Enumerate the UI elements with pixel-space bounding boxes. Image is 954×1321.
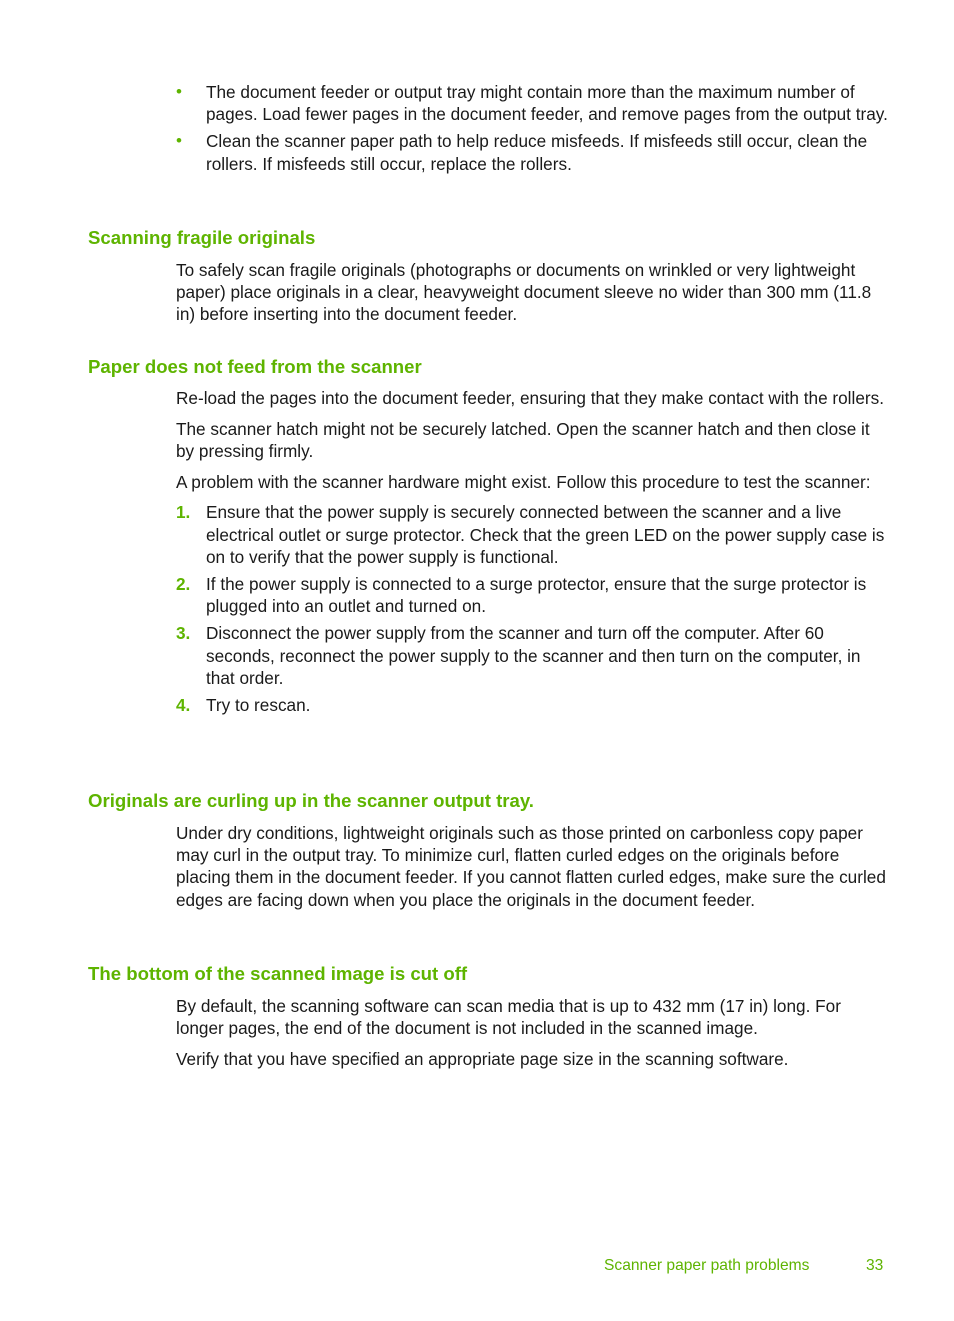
step-item [176,622,888,689]
step-number: 2. [176,573,191,594]
heading-paper-does-not-feed: Paper does not feed from the scanner [88,356,422,377]
step-item [176,694,888,716]
bullet-item [176,130,888,174]
paragraph: To safely scan fragile originals (photographs or documents on wrinkled or very lightweight paper) place originals in a clear, heavyweight document sleeve no wider than 300 mm (11.8 in) before inserting into the document feeder. [176,260,872,325]
bullet-icon: • [176,131,182,151]
heading-bottom-cut-off: The bottom of the scanned image is cut off [88,963,468,984]
step-number: 4. [176,694,191,715]
paragraph: A problem with the scanner hardware might exist. Follow this procedure to test the scanner: [176,471,871,492]
paragraph: Verify that you have specified an appropriate page size in the scanning software. [176,1048,789,1069]
footer-page-number: 33 [866,1257,884,1274]
bullet-icon: • [176,82,182,101]
section-curling-body [176,822,888,919]
paragraph: Re-load the pages into the document feeder, ensuring that they make contact with the rollers. [176,388,884,408]
step-text: Ensure that the power supply is securely connected between the scanner and a live electrical outlet or surge protector. Check that the green LED on the power supply case is on to verify that the power supply is functional. [206,502,885,567]
footer-section-title: Scanner paper path problems [604,1257,810,1274]
paragraph: The scanner hatch might not be securely latched. Open the scanner hatch and then close it by pressing firmly. [176,418,870,461]
section-no-feed-body [176,387,888,721]
heading-scanning-fragile-originals: Scanning fragile originals [88,227,316,248]
step-text: Try to rescan. [206,694,311,715]
section-fragile-body [176,259,888,334]
bullet-item [176,81,888,125]
step-item [176,501,888,568]
section-cut-off-body [176,995,888,1079]
step-number: 1. [176,502,191,523]
bullet-text: Clean the scanner paper path to help reduce misfeeds. If misfeeds still occur, clean the rollers. If misfeeds still occur, replace the rollers. [206,131,868,174]
paragraph: By default, the scanning software can scan media that is up to 432 mm (17 in) long. For longer pages, the end of the document is not included in the scanned image. [176,996,841,1039]
step-item [176,573,888,617]
numbered-steps [176,501,888,716]
heading-originals-curling: Originals are curling up in the scanner output tray. [88,790,534,811]
bullet-text: The document feeder or output tray might contain more than the maximum number of pages. Load fewer pages in the document feeder, and remove pages from the output tray. [206,82,888,125]
paragraph: Under dry conditions, lightweight originals such as those printed on carbonless copy paper may curl in the output tray. To minimize curl, flatten curled edges on the originals before placing them in the document feeder. If you cannot flatten curled edges, make sure the curled edges are facing down when you place the originals in the document feeder. [176,823,886,910]
step-text: Disconnect the power supply from the scanner and turn off the computer. After 60 seconds, reconnect the power supply to the scanner and then turn on the computer, in that order. [206,623,861,688]
bullet-list [176,81,888,180]
step-text: If the power supply is connected to a surge protector, ensure that the surge protector is plugged into an outlet and turned on. [206,573,867,617]
step-number: 3. [176,623,191,644]
